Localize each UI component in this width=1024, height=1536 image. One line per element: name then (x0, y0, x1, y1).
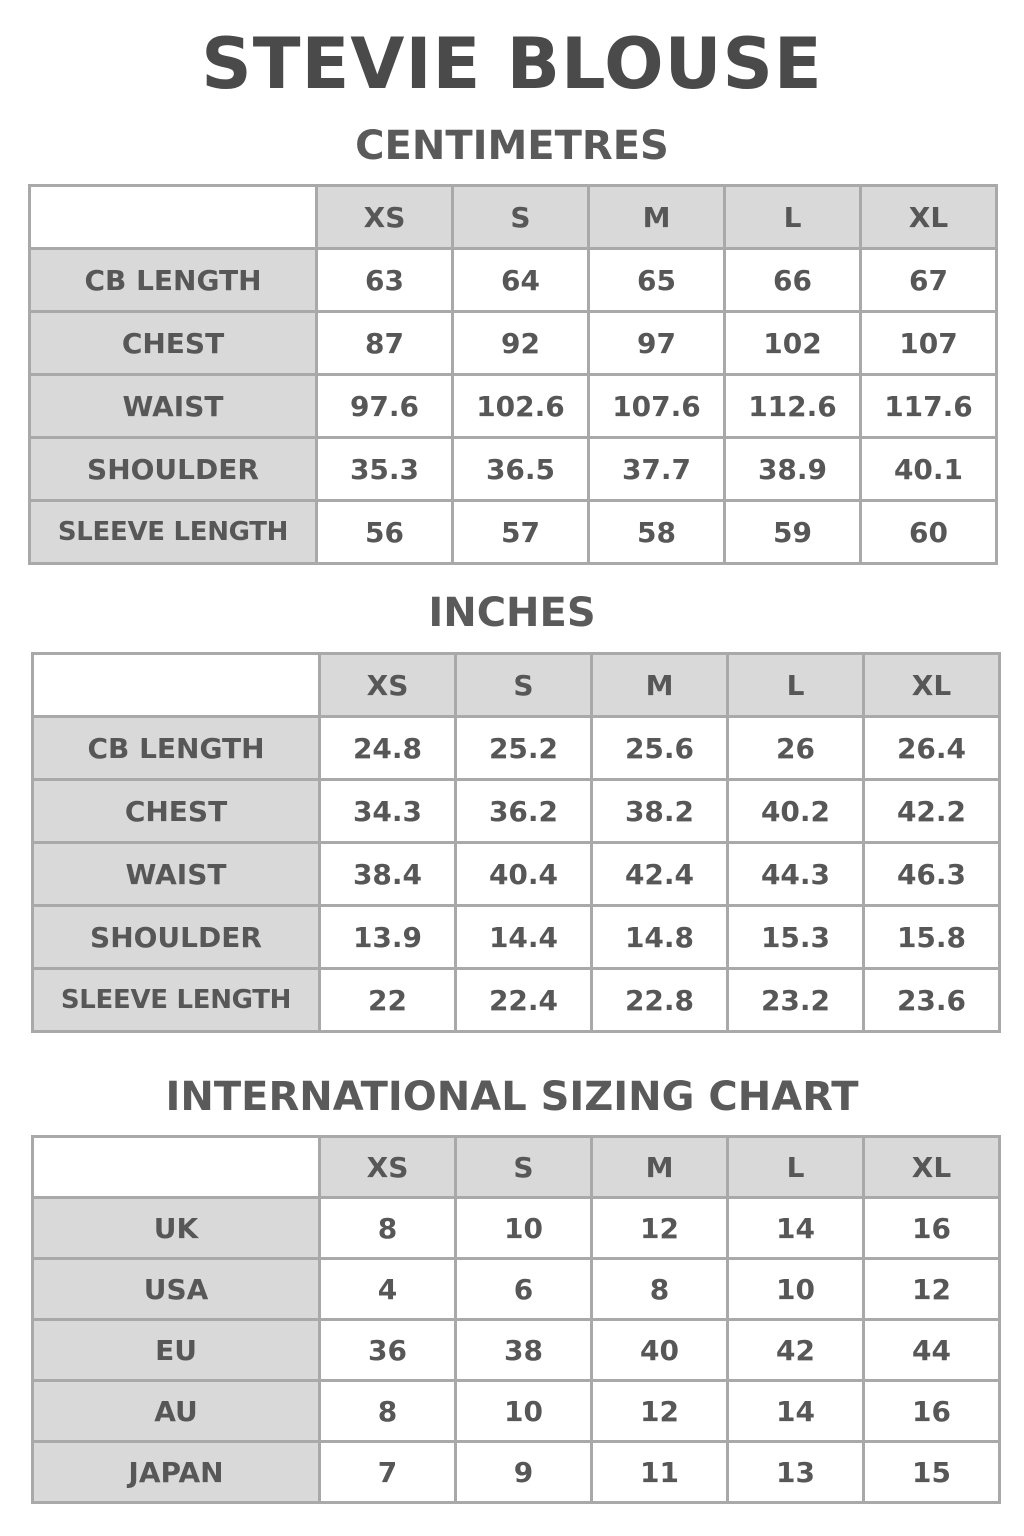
table-cell: 63 (317, 249, 453, 312)
table-cell: 107 (861, 312, 997, 375)
row-label: UK (33, 1198, 320, 1259)
table-cell: 40.4 (456, 843, 592, 906)
table-cell: 38.2 (592, 780, 728, 843)
table-cell: 67 (861, 249, 997, 312)
row-label: CHEST (33, 780, 320, 843)
size-header-xs: XS (320, 1137, 456, 1198)
table-cell: 102.6 (453, 375, 589, 438)
table-cell: 25.6 (592, 717, 728, 780)
table-cell: 40.2 (728, 780, 864, 843)
page-title: STEVIE BLOUSE (201, 23, 823, 105)
table-cell: 40.1 (861, 438, 997, 501)
table-cell: 38.9 (725, 438, 861, 501)
table-cell: 10 (456, 1198, 592, 1259)
row-label: CHEST (30, 312, 317, 375)
inches-heading: INCHES (428, 590, 596, 636)
table-cell: 102 (725, 312, 861, 375)
table-row (33, 780, 1000, 843)
table-cell: 36.5 (453, 438, 589, 501)
row-label: CB LENGTH (30, 249, 317, 312)
table-cell: 26.4 (864, 717, 1000, 780)
table-cell: 14.8 (592, 906, 728, 969)
table-cell: 117.6 (861, 375, 997, 438)
table-cell: 36.2 (456, 780, 592, 843)
table-cell: 15.3 (728, 906, 864, 969)
size-header-s: S (453, 186, 589, 249)
corner-cell (33, 1137, 320, 1198)
table-cell: 12 (592, 1198, 728, 1259)
table-cell: 107.6 (589, 375, 725, 438)
table-cell: 64 (453, 249, 589, 312)
table-cell: 46.3 (864, 843, 1000, 906)
table-cell: 13.9 (320, 906, 456, 969)
table-row (33, 906, 1000, 969)
size-header-xl: XL (864, 1137, 1000, 1198)
table-cell: 58 (589, 501, 725, 564)
table-cell: 23.6 (864, 969, 1000, 1032)
table-cell: 56 (317, 501, 453, 564)
table-cell: 42 (728, 1320, 864, 1381)
row-label: SHOULDER (30, 438, 317, 501)
table-cell: 92 (453, 312, 589, 375)
table-cell: 34.3 (320, 780, 456, 843)
table-row (30, 249, 997, 312)
table-cell: 59 (725, 501, 861, 564)
table-row (30, 312, 997, 375)
corner-cell (30, 186, 317, 249)
table-cell: 14 (728, 1198, 864, 1259)
table-row (33, 1198, 1000, 1259)
table-row (33, 1320, 1000, 1381)
table-cell: 12 (592, 1381, 728, 1442)
table-cell: 38 (456, 1320, 592, 1381)
table-cell: 4 (320, 1259, 456, 1320)
size-header-xs: XS (320, 654, 456, 717)
table-cell: 12 (864, 1259, 1000, 1320)
size-header-row (30, 186, 997, 249)
table-cell: 16 (864, 1198, 1000, 1259)
size-header-xl: XL (861, 186, 997, 249)
size-header-m: M (592, 1137, 728, 1198)
centimetres-heading: CENTIMETRES (355, 123, 669, 169)
size-header-m: M (589, 186, 725, 249)
international-size-table (31, 1135, 1001, 1504)
table-cell: 66 (725, 249, 861, 312)
row-label: CB LENGTH (33, 717, 320, 780)
table-cell: 22 (320, 969, 456, 1032)
table-cell: 57 (453, 501, 589, 564)
centimetres-size-table (28, 184, 998, 565)
row-label: JAPAN (33, 1442, 320, 1503)
table-cell: 97 (589, 312, 725, 375)
row-label: SLEEVE LENGTH (30, 501, 317, 564)
table-cell: 97.6 (317, 375, 453, 438)
table-row (30, 438, 997, 501)
table-cell: 37.7 (589, 438, 725, 501)
international-table-body (33, 1137, 1000, 1503)
table-row (33, 717, 1000, 780)
table-cell: 112.6 (725, 375, 861, 438)
table-cell: 14 (728, 1381, 864, 1442)
table-cell: 15 (864, 1442, 1000, 1503)
table-row (33, 1381, 1000, 1442)
size-header-l: L (725, 186, 861, 249)
table-cell: 10 (728, 1259, 864, 1320)
table-cell: 8 (592, 1259, 728, 1320)
table-cell: 87 (317, 312, 453, 375)
size-header-xs: XS (317, 186, 453, 249)
table-cell: 11 (592, 1442, 728, 1503)
table-cell: 13 (728, 1442, 864, 1503)
inches-table-body (33, 654, 1000, 1032)
inches-size-table (31, 652, 1001, 1033)
row-label: AU (33, 1381, 320, 1442)
table-cell: 44.3 (728, 843, 864, 906)
table-cell: 7 (320, 1442, 456, 1503)
table-cell: 38.4 (320, 843, 456, 906)
table-cell: 9 (456, 1442, 592, 1503)
table-cell: 44 (864, 1320, 1000, 1381)
centimetres-table-body (30, 186, 997, 564)
table-cell: 60 (861, 501, 997, 564)
size-header-l: L (728, 1137, 864, 1198)
table-cell: 22.8 (592, 969, 728, 1032)
table-cell: 10 (456, 1381, 592, 1442)
size-header-s: S (456, 1137, 592, 1198)
row-label: SHOULDER (33, 906, 320, 969)
table-cell: 22.4 (456, 969, 592, 1032)
size-header-xl: XL (864, 654, 1000, 717)
table-row (33, 969, 1000, 1032)
international-heading: INTERNATIONAL SIZING CHART (165, 1074, 859, 1120)
table-cell: 42.4 (592, 843, 728, 906)
row-label: WAIST (33, 843, 320, 906)
table-cell: 14.4 (456, 906, 592, 969)
table-cell: 25.2 (456, 717, 592, 780)
table-cell: 42.2 (864, 780, 1000, 843)
table-cell: 8 (320, 1381, 456, 1442)
table-cell: 23.2 (728, 969, 864, 1032)
table-row (33, 1442, 1000, 1503)
table-cell: 8 (320, 1198, 456, 1259)
size-header-m: M (592, 654, 728, 717)
table-row (33, 843, 1000, 906)
size-header-s: S (456, 654, 592, 717)
table-cell: 6 (456, 1259, 592, 1320)
table-row (30, 375, 997, 438)
table-cell: 65 (589, 249, 725, 312)
row-label: WAIST (30, 375, 317, 438)
row-label: EU (33, 1320, 320, 1381)
table-cell: 36 (320, 1320, 456, 1381)
row-label: SLEEVE LENGTH (33, 969, 320, 1032)
size-header-l: L (728, 654, 864, 717)
table-cell: 24.8 (320, 717, 456, 780)
table-row (33, 1259, 1000, 1320)
table-cell: 40 (592, 1320, 728, 1381)
size-header-row (33, 654, 1000, 717)
table-cell: 15.8 (864, 906, 1000, 969)
table-cell: 26 (728, 717, 864, 780)
size-header-row (33, 1137, 1000, 1198)
table-cell: 35.3 (317, 438, 453, 501)
table-cell: 16 (864, 1381, 1000, 1442)
row-label: USA (33, 1259, 320, 1320)
table-row (30, 501, 997, 564)
corner-cell (33, 654, 320, 717)
